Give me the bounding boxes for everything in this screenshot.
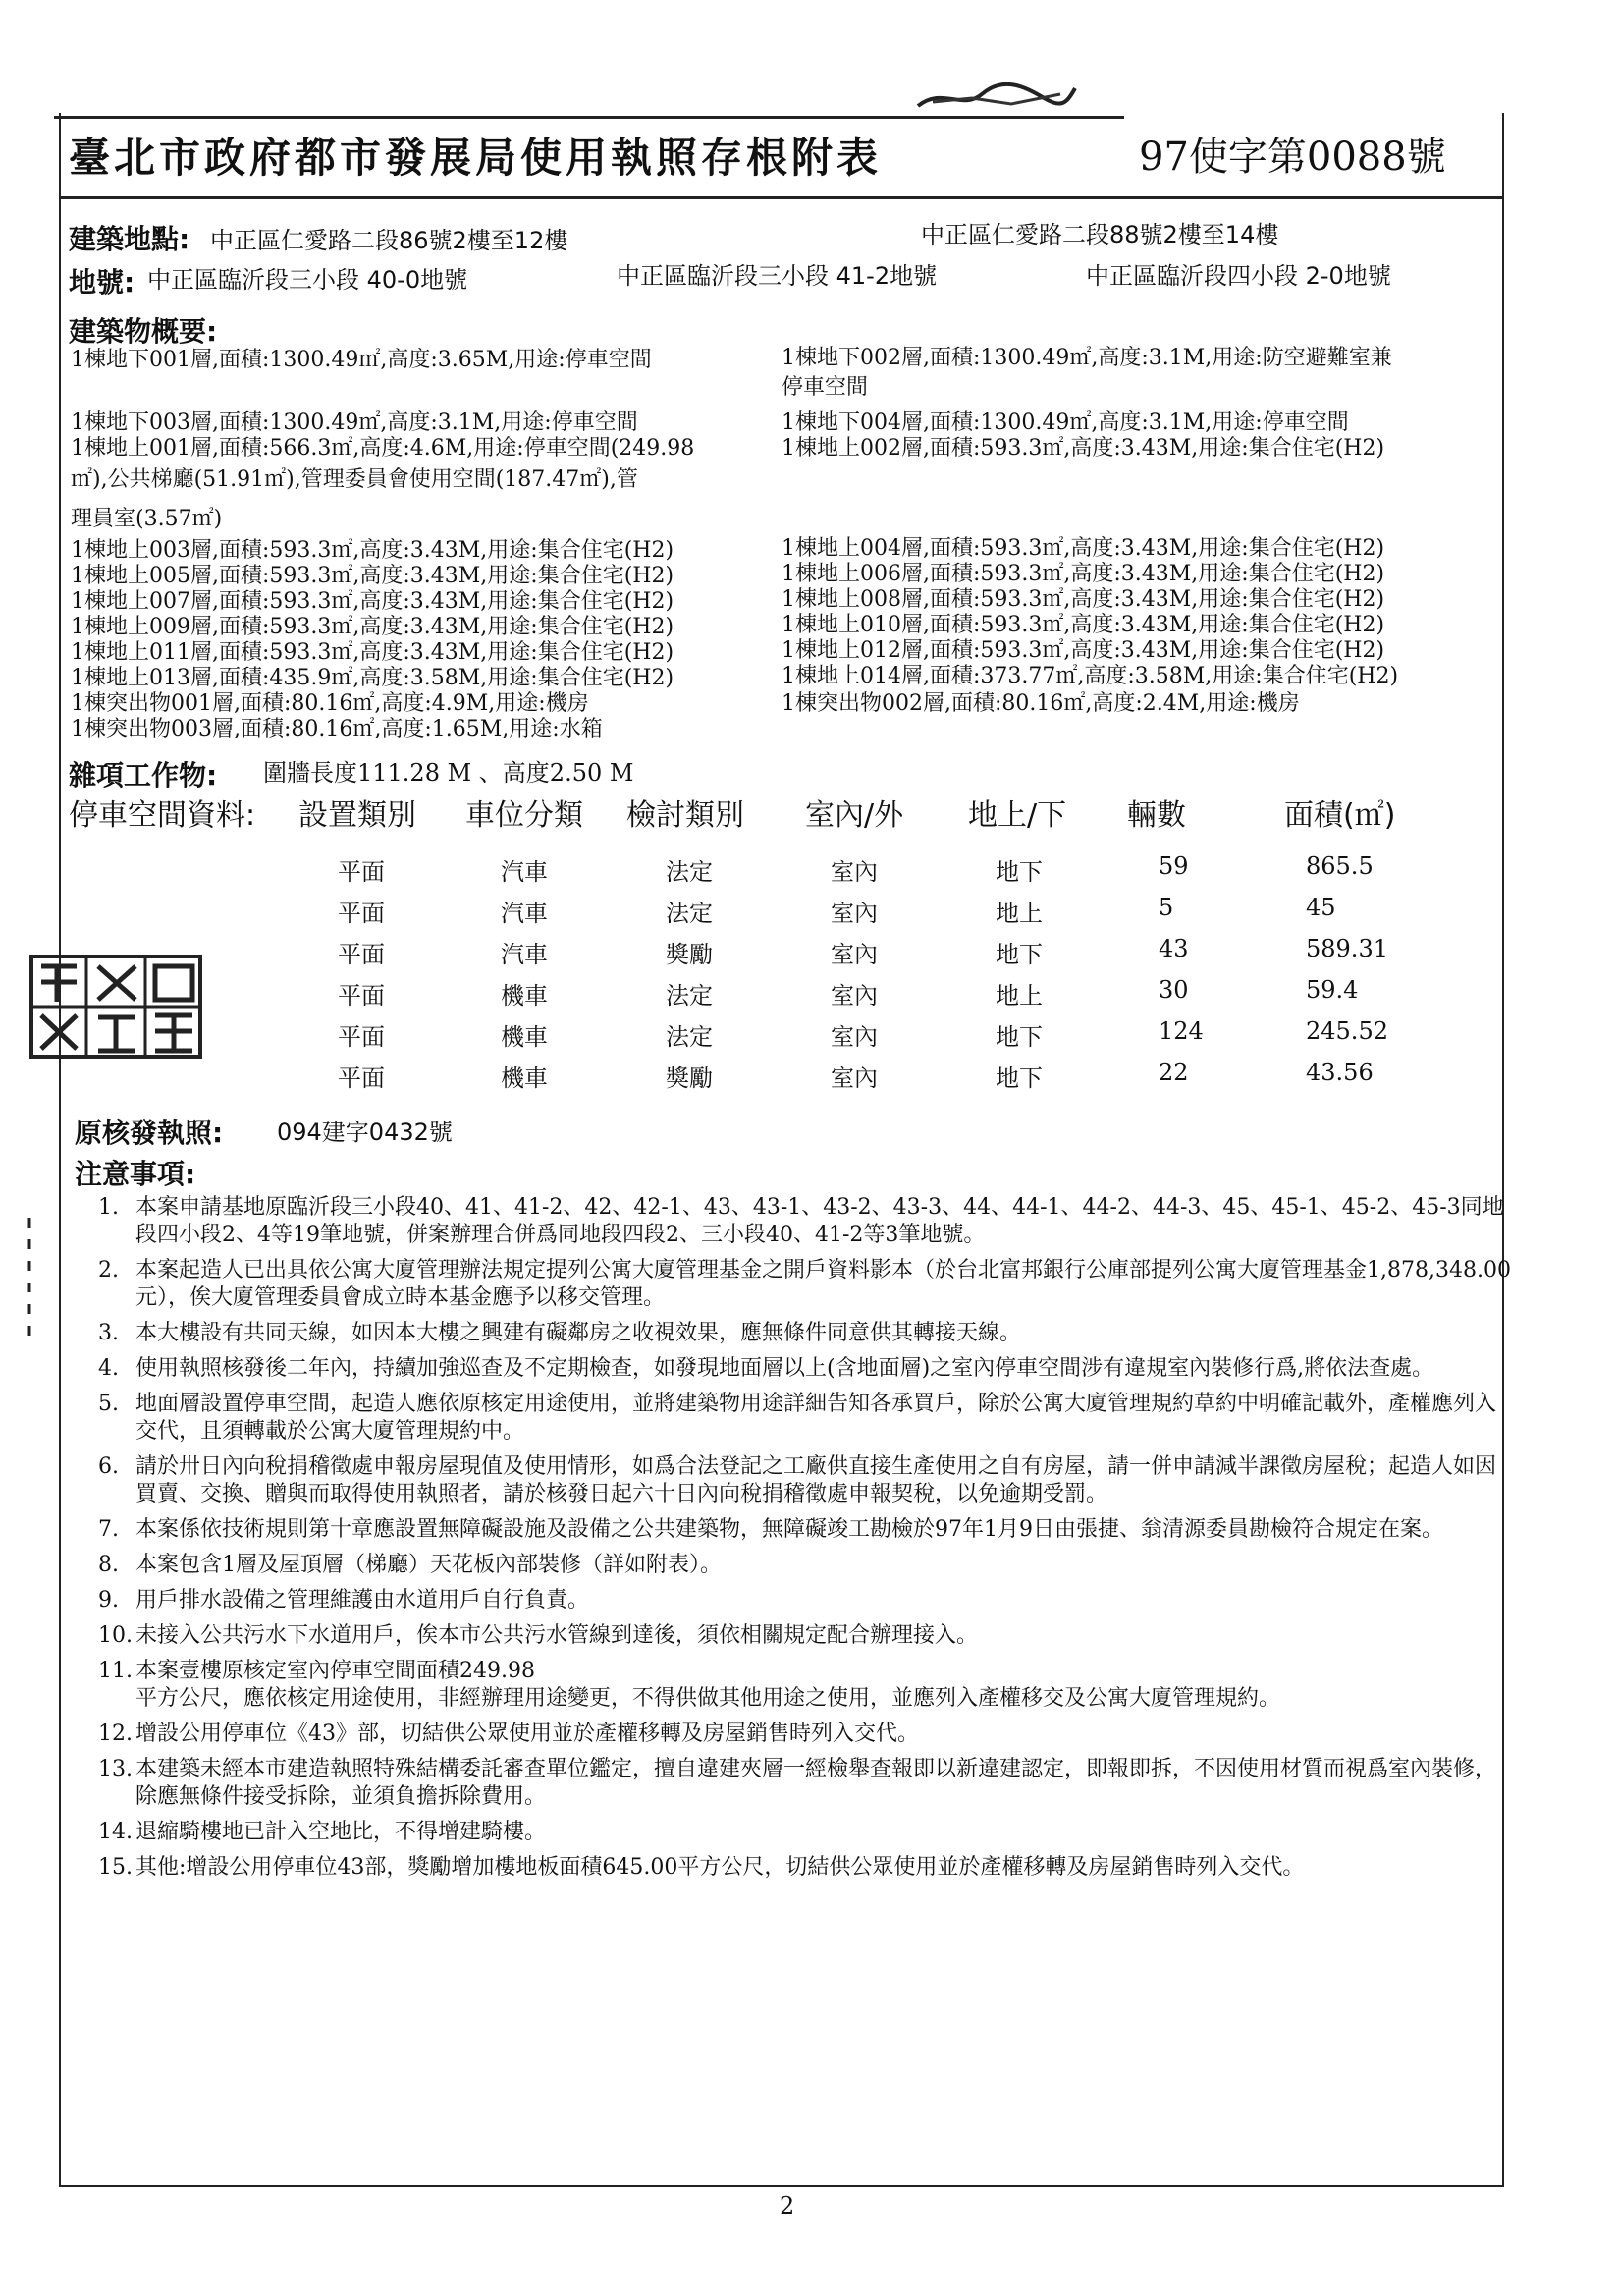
- parking-cell: 平面: [338, 1023, 385, 1051]
- note-number: 12.: [98, 1722, 133, 1746]
- note-item: [98, 1721, 1512, 1748]
- note-number: 9.: [98, 1588, 119, 1613]
- overview-left-line: 1棟地上003層,面積:593.3㎡,高度:3.43M,用途:集合住宅(H2): [71, 538, 674, 563]
- parking-header-cell: 車位分類: [465, 798, 583, 833]
- note-item: [98, 1453, 1512, 1508]
- note-item: [98, 1854, 1512, 1882]
- parking-cell: 法定: [666, 982, 713, 1010]
- parking-cell: 59.4: [1306, 976, 1359, 1004]
- parking-header-cell: 檢討類別: [626, 798, 744, 833]
- overview-left-line: 1棟地上001層,面積:566.3㎡,高度:4.6M,用途:停車空間(249.98: [71, 436, 695, 461]
- parking-cell: 平面: [338, 900, 385, 927]
- note-item: [98, 1516, 1512, 1544]
- note-text: 本建築未經本市建造執照特殊結構委託審查單位鑑定，擅自違建夾層一經檢舉查報即以新違建認定，即報即拆，不因使用材質而視爲室內裝修，除應無條件接受拆除，並須負擔拆除費用。: [135, 1757, 1497, 1809]
- parking-cell: 45: [1306, 894, 1336, 921]
- note-item: [98, 1587, 1512, 1614]
- overview-right-line: 停車空間: [782, 375, 869, 400]
- note-number: 3.: [98, 1321, 119, 1345]
- lot-1: 中正區臨沂段三小段 40-0地號: [147, 266, 468, 294]
- lot-label: 地號:: [69, 266, 135, 299]
- parking-cell: 獎勵: [666, 941, 713, 968]
- title-separator: [59, 196, 1502, 199]
- overview-left-line: 1棟突出物003層,面積:80.16㎡,高度:1.65M,用途:水箱: [71, 717, 603, 741]
- signature-scribble: [913, 77, 1080, 116]
- original-permit-value: 094建字0432號: [277, 1119, 453, 1146]
- note-number: 7.: [98, 1517, 119, 1542]
- note-item: [98, 1552, 1512, 1579]
- notes-list: [98, 1194, 1512, 1882]
- parking-cell: 室內: [831, 1065, 878, 1092]
- note-item: [98, 1391, 1512, 1446]
- parking-cell: 汽車: [501, 941, 548, 968]
- note-item: [98, 1622, 1512, 1650]
- note-text: 用戶排水設備之管理維護由水道用戶自行負責。: [135, 1588, 590, 1613]
- lot-3: 中正區臨沂段四小段 2-0地號: [1086, 262, 1391, 290]
- parking-header-cell: 輛數: [1127, 798, 1186, 833]
- overview-right-line: 1棟地下002層,面積:1300.49㎡,高度:3.1M,用途:防空避難室兼: [782, 346, 1392, 370]
- parking-cell: 地下: [996, 1065, 1043, 1092]
- overview-right-line: 1棟地上002層,面積:593.3㎡,高度:3.43M,用途:集合住宅(H2): [782, 436, 1385, 461]
- note-item: [98, 1355, 1512, 1383]
- note-number: 5.: [98, 1392, 119, 1416]
- overview-label: 建築物概要:: [69, 315, 218, 348]
- parking-cell: 汽車: [501, 858, 548, 886]
- parking-cell: 室內: [831, 900, 878, 927]
- parking-header-cell: 面積(㎡): [1284, 798, 1396, 833]
- note-number: 15.: [98, 1855, 133, 1880]
- overview-left-line: ㎡),公共梯廳(51.91㎡),管理委員會使用空間(187.47㎡),管: [71, 467, 638, 492]
- permit-number: 97使字第0088號: [1139, 135, 1446, 180]
- parking-cell: 平面: [338, 858, 385, 886]
- note-text: 本案包含1層及屋頂層（梯廳）天花板內部裝修（詳如附表）。: [135, 1553, 722, 1577]
- margin-binding-mark: [18, 1218, 41, 1345]
- notes-label: 注意事項:: [75, 1158, 196, 1190]
- parking-cell: 汽車: [501, 900, 548, 927]
- misc-work-label: 雜項工作物:: [69, 759, 218, 792]
- note-item: [98, 1257, 1512, 1312]
- note-number: 13.: [98, 1757, 133, 1781]
- note-text: 本案申請基地原臨沂段三小段40、41、41-2、42、42-1、43、43-1、43-2、43-3、44、44-1、44-2、44-3、45、45-1、45-2、45-3同地段四小段2、4等19筆地號，併案辦理合併爲同地段四段2、三小段40、41-2等3筆地號。: [135, 1195, 1504, 1247]
- overview-left-line: 1棟地上005層,面積:593.3㎡,高度:3.43M,用途:集合住宅(H2): [71, 564, 674, 588]
- note-text: 未接入公共污水下水道用戶，俟本市公共污水管線到達後，須依相關規定配合辦理接入。: [135, 1623, 979, 1648]
- note-number: 11.: [98, 1659, 133, 1683]
- original-permit-label: 原核發執照:: [75, 1117, 224, 1149]
- parking-cell: 地上: [996, 982, 1043, 1010]
- overview-left-line: 1棟突出物001層,面積:80.16㎡,高度:4.9M,用途:機房: [71, 691, 589, 716]
- overview-left-line: 1棟地上011層,面積:593.3㎡,高度:3.43M,用途:集合住宅(H2): [71, 640, 674, 665]
- parking-cell: 30: [1159, 976, 1189, 1004]
- parking-cell: 5: [1159, 894, 1174, 921]
- parking-cell: 地下: [996, 858, 1043, 886]
- note-item: [98, 1756, 1512, 1811]
- overview-right-line: 1棟突出物002層,面積:80.16㎡,高度:2.4M,用途:機房: [782, 691, 1300, 716]
- note-item: [98, 1320, 1512, 1347]
- overview-right-line: 1棟地上010層,面積:593.3㎡,高度:3.43M,用途:集合住宅(H2): [782, 613, 1385, 637]
- parking-cell: 法定: [666, 900, 713, 927]
- note-number: 2.: [98, 1258, 119, 1283]
- parking-cell: 43.56: [1306, 1059, 1374, 1086]
- overview-left-line: 1棟地上009層,面積:593.3㎡,高度:3.43M,用途:集合住宅(H2): [71, 615, 674, 639]
- overview-right-line: 1棟地上008層,面積:593.3㎡,高度:3.43M,用途:集合住宅(H2): [782, 587, 1385, 612]
- note-number: 6.: [98, 1454, 119, 1479]
- parking-cell: 機車: [501, 1065, 548, 1092]
- note-text: 地面層設置停車空間，起造人應依原核定用途使用，並將建築物用途詳細告知各承買戶，除於公寓大廈管理規約草約中明確記載外，產權應列入交代，且須轉載於公寓大廈管理規約中。: [135, 1392, 1497, 1444]
- parking-cell: 室內: [831, 1023, 878, 1051]
- note-text: 增設公用停車位《43》部，切結供公眾使用並於產權移轉及房屋銷售時列入交代。: [135, 1722, 919, 1746]
- parking-cell: 機車: [501, 982, 548, 1010]
- note-number: 14.: [98, 1820, 133, 1844]
- overview-left-line: 1棟地上013層,面積:435.9㎡,高度:3.58M,用途:集合住宅(H2): [71, 666, 674, 690]
- note-text: 本案係依技術規則第十章應設置無障礙設施及設備之公共建築物，無障礙竣工勘檢於97年1月9日由張捷、翁清源委員勘檢符合規定在案。: [135, 1517, 1443, 1542]
- note-text: 退縮騎樓地已計入空地比，不得增建騎樓。: [135, 1820, 547, 1844]
- note-item: [98, 1194, 1512, 1249]
- address-label: 建築地點:: [69, 223, 190, 255]
- parking-header-cell: 地上/下: [968, 798, 1067, 833]
- overview-right-line: 1棟地下004層,面積:1300.49㎡,高度:3.1M,用途:停車空間: [782, 410, 1349, 435]
- parking-cell: 室內: [831, 941, 878, 968]
- note-number: 10.: [98, 1623, 133, 1648]
- parking-cell: 機車: [501, 1023, 548, 1051]
- parking-cell: 獎勵: [666, 1065, 713, 1092]
- note-text: 本案起造人已出具依公寓大廈管理辦法規定提列公寓大廈管理基金之開戶資料影本（於台北富邦銀行公庫部提列公寓大廈管理基金1,878,348.00元），俟大廈管理委員會成立時本基金應予以移交管理。: [135, 1258, 1511, 1310]
- parking-cell: 平面: [338, 982, 385, 1010]
- overview-right-line: 1棟地上006層,面積:593.3㎡,高度:3.43M,用途:集合住宅(H2): [782, 562, 1385, 586]
- parking-header-cell: 設置類別: [298, 798, 416, 833]
- parking-cell: 22: [1159, 1059, 1189, 1086]
- overview-right-line: 1棟地上012層,面積:593.3㎡,高度:3.43M,用途:集合住宅(H2): [782, 638, 1385, 663]
- parking-label: 停車空間資料:: [69, 798, 256, 833]
- parking-cell: 245.52: [1306, 1017, 1388, 1045]
- overview-left-line: 1棟地下003層,面積:1300.49㎡,高度:3.1M,用途:停車空間: [71, 410, 638, 435]
- parking-cell: 地上: [996, 900, 1043, 927]
- parking-cell: 59: [1159, 852, 1189, 880]
- lot-2: 中正區臨沂段三小段 41-2地號: [617, 262, 938, 290]
- note-text: 使用執照核發後二年內，持續加強巡查及不定期檢查，如發現地面層以上(含地面層)之室內停車空間涉有違規室內裝修行爲,將依法查處。: [135, 1356, 1434, 1381]
- note-number: 1.: [98, 1195, 119, 1220]
- document-title: 臺北市政府都市發展局使用執照存根附表: [69, 134, 883, 182]
- parking-cell: 124: [1159, 1017, 1204, 1045]
- address-1: 中正區仁愛路二段86號2樓至12樓: [210, 227, 568, 254]
- parking-cell: 43: [1159, 935, 1189, 962]
- parking-cell: 室內: [831, 982, 878, 1010]
- official-seal-stamp: [27, 953, 204, 1061]
- page-number: 2: [780, 2192, 795, 2219]
- overview-left-line: 1棟地下001層,面積:1300.49㎡,高度:3.65M,用途:停車空間: [71, 348, 652, 372]
- note-text: 本案壹樓原核定室內停車空間面積249.98 平方公尺，應依核定用途使用，非經辦理用途變更，不得供做其他用途之使用，並應列入產權移交及公寓大廈管理規約。: [135, 1659, 1281, 1711]
- note-text: 本大樓設有共同天線，如因本大樓之興建有礙鄰房之收視效果，應無條件同意供其轉接天線。: [135, 1321, 1022, 1345]
- address-2: 中正區仁愛路二段88號2樓至14樓: [921, 221, 1279, 248]
- parking-cell: 法定: [666, 1023, 713, 1051]
- note-item: [98, 1658, 1512, 1713]
- parking-cell: 865.5: [1306, 852, 1374, 880]
- parking-cell: 589.31: [1306, 935, 1388, 962]
- note-number: 4.: [98, 1356, 119, 1381]
- note-number: 8.: [98, 1553, 119, 1577]
- note-text: 請於卅日內向稅捐稽徵處申報房屋現值及使用情形，如爲合法登記之工廠供直接生產使用之自有房屋，請一併申請減半課徵房屋稅；起造人如因買賣、交換、贈與而取得使用執照者，請於核發日起六十日內向稅捐稽徵處申報契稅，以免逾期受罰。: [135, 1454, 1497, 1506]
- parking-cell: 地下: [996, 1023, 1043, 1051]
- parking-cell: 法定: [666, 858, 713, 886]
- parking-cell: 室內: [831, 858, 878, 886]
- overview-left-line: 理員室(3.57㎡): [71, 507, 223, 531]
- overview-right-line: 1棟地上004層,面積:593.3㎡,高度:3.43M,用途:集合住宅(H2): [782, 536, 1385, 561]
- overview-left-line: 1棟地上007層,面積:593.3㎡,高度:3.43M,用途:集合住宅(H2): [71, 589, 674, 614]
- overview-right-line: 1棟地上014層,面積:373.77㎡,高度:3.58M,用途:集合住宅(H2): [782, 664, 1399, 688]
- parking-cell: 地下: [996, 941, 1043, 968]
- note-item: [98, 1819, 1512, 1846]
- parking-cell: 平面: [338, 941, 385, 968]
- note-text: 其他:增設公用停車位43部，獎勵增加樓地板面積645.00平方公尺，切結供公眾使用並於產權移轉及房屋銷售時列入交代。: [135, 1855, 1305, 1880]
- parking-cell: 平面: [338, 1065, 385, 1092]
- parking-header-cell: 室內/外: [805, 798, 904, 833]
- misc-work-value: 圍牆長度111.28 M 、高度2.50 M: [263, 759, 634, 787]
